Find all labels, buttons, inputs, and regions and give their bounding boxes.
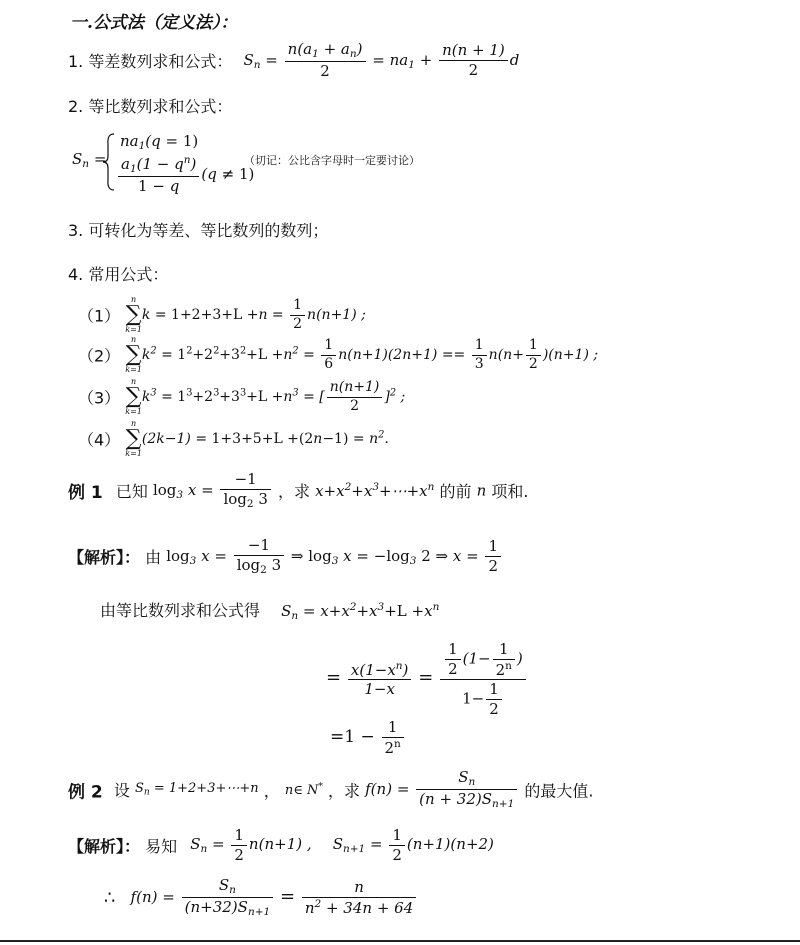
document-page: 一.公式法（定义法）： 1. 等差数列求和公式： $S_n$ = $\frac{n(a_1 + a_n)}{2}$ = $na_1$ + $\frac{n(n + 1)}{2}$ d 2. 等比数列求和公式： $S_n$ = $na_1(q = 1)$ $\frac{a_1(1 - q^n)}{1 - q}$ (q ≠ 1) （切记：公比含字母时一定要讨论） 3. 可转化为等差、等比数列的数列； 4. 常用公式： （1） n ∑ k=1 k = 1+2+3+L +n = $\frac{1}{2}$ n(n+1) ; （2） n ∑ k=1 $k^2 = 1^2+2^2+3^2+L +n^2$ = $\frac{1}{6}$ n(n+1)(2n+1) == $\frac{1}{3}$ n(n+ $\frac{1}{2}$ )(n+1) ; （3） n ∑ k=1 $k^3 = 1^3+2^3+3^3+L +n^3$ = [ $\frac{n(n+1)}{2}$ ]$^2$ ; （4） n ∑ k=1 $(2k-1) = 1+3+5+L +(2n-1) = n^2$. 例 1 已知 $\log_3 x$ = $\frac{-1}{\log_2 3}$ ，求 $x+x^2+x^3+\cdots+x^n$ 的前 n 项和. 【解析】： 由 $\log_3 x$ = $\frac{-1}{\log_2 3}$ ⇒ $\log_3 x = -\log_3$ 2 ⇒ x = $\frac{1}{2}$ 由等比数列求和公式得 $S_n = x+x^2+x^3+L +x^n$ = $\frac{x(1-x^n)}{1-x}$ = $\frac{1}{2}$ (1− $\frac{1}{2^n}$ ) 1− $\frac{1}{2}$ =1 − $\frac{1}{2^n}$ 例 2 设 $S_n$ = 1+2+3+⋯+n ， n∈ N* ，求 f(n) = $\frac{S_n}{(n + 32)S_{n+1}}$ 的最大值. 【解析】： 易知 $S_n$ = $\frac{1}{2}$ n(n+1) , $S_{n+1}$ = $\frac{1}{2}$ (n+1)(n+2) ∴ f(n) = $\frac{S_n}{(n+32)S_{n+1}}$ = $\frac{n}{n^2 + 34n + 64}$: [0, 0, 800, 945]
example-2: 例 2 设 $S_n$ = 1+2+3+⋯+n ， n∈ N* ，求 f(n) = $\frac{S_n}{(n + 32)S_{n+1}}$ 的最大值.: [68, 768, 594, 811]
analysis-1-step3: = $\frac{x(1-x^n)}{1-x}$ = $\frac{1}{2}$ (1− $\frac{1}{2^n}$ ) 1− $\frac{1}{2}$: [326, 640, 528, 716]
item-2-note: （切记：公比含字母时一定要讨论）: [244, 154, 420, 167]
formula-1: （1） n ∑ k=1 k = 1+2+3+L +n = $\frac{1}{2}$ n(n+1) ;: [78, 295, 366, 334]
bottom-rule: [0, 940, 800, 942]
formula-4: （4） n ∑ k=1 $(2k-1) = 1+3+5+L +(2n-1) = n^2$.: [78, 419, 389, 458]
example-1-condition: $\log_3 x$ = $\frac{-1}{\log_2 3}$: [153, 481, 273, 499]
section-heading: 一.公式法（定义法）：: [70, 13, 238, 33]
brace-icon: [102, 132, 116, 192]
analysis-2: 【解析】： 易知 $S_n$ = $\frac{1}{2}$ n(n+1) , $S_{n+1}$ = $\frac{1}{2}$ (n+1)(n+2): [68, 826, 494, 864]
formula-3: （3） n ∑ k=1 $k^3 = 1^3+2^3+3^3+L +n^3$ = [ $\frac{n(n+1)}{2}$ ]$^2$ ;: [78, 377, 406, 416]
item-4-label: 4. 常用公式：: [68, 265, 169, 284]
item-1-label: 1. 等差数列求和公式：: [68, 52, 233, 72]
item-1-formula: $S_n$ = $\frac{n(a_1 + a_n)}{2}$ = $na_1$ + $\frac{n(n + 1)}{2}$ d: [243, 40, 520, 81]
example-1-label: 例 1: [68, 483, 103, 504]
therefore-symbol: ∴: [104, 887, 116, 909]
example-2-label: 例 2: [68, 782, 103, 803]
formula-2: （2） n ∑ k=1 $k^2 = 1^2+2^2+3^2+L +n^2$ = $\frac{1}{6}$ n(n+1)(2n+1) == $\frac{1}{3}$ n(n+ $\frac{1}{2}$ )(n+1) ;: [78, 335, 599, 374]
example-1: 例 1 已知 $\log_3 x$ = $\frac{-1}{\log_2 3}$ ，求 $x+x^2+x^3+\cdots+x^n$ 的前 n 项和.: [68, 470, 529, 510]
analysis-1-step4: =1 − $\frac{1}{2^n}$: [330, 718, 406, 764]
analysis-1-label: 【解析】：: [68, 548, 141, 568]
analysis-1: 【解析】： 由 $\log_3 x$ = $\frac{-1}{\log_2 3}$ ⇒ $\log_3 x = -\log_3$ 2 ⇒ x = $\frac{1}{2}$: [68, 536, 503, 582]
analysis-1-step2: 由等比数列求和公式得 $S_n = x+x^2+x^3+L +x^n$: [100, 601, 440, 623]
analysis-2-final: ∴ f(n) = $\frac{S_n}{(n+32)S_{n+1}}$ = $\frac{n}{n^2 + 34n + 64}$: [104, 876, 418, 924]
item-1: [68, 40, 519, 90]
item-3-label: 3. 可转化为等差、等比数列的数列；: [68, 221, 329, 240]
item-2-label: 2. 等比数列求和公式：: [68, 97, 233, 116]
analysis-2-label: 【解析】：: [68, 836, 141, 856]
